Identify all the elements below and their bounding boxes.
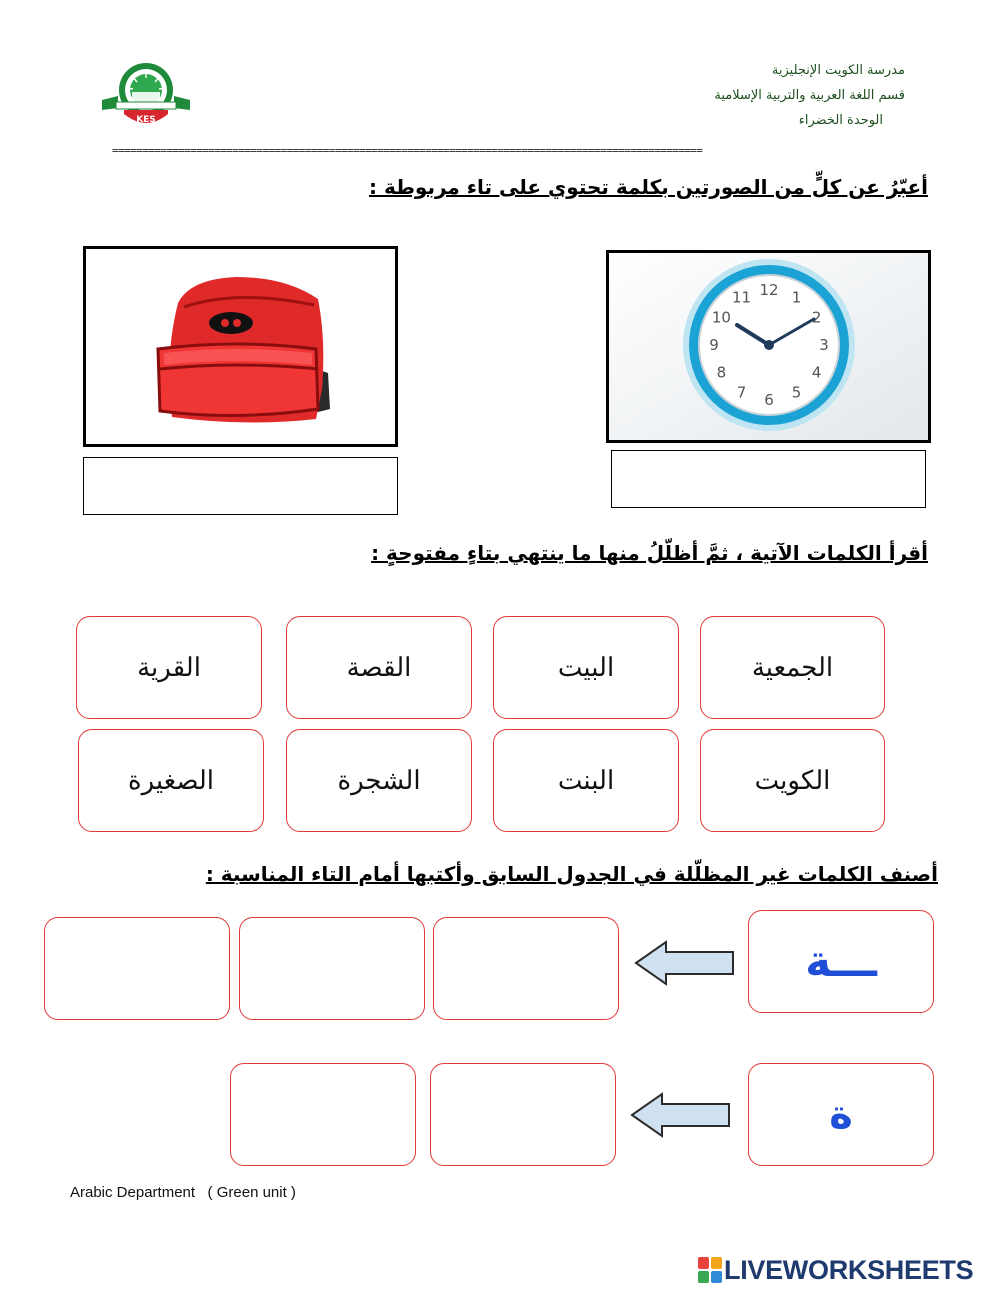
clock-number: 3 (819, 336, 829, 354)
clock-number: 2 (811, 308, 822, 327)
word-card[interactable]: الشجرة (286, 729, 472, 832)
clock-answer-box[interactable] (611, 450, 926, 508)
word-card[interactable]: البيت (493, 616, 679, 719)
arrow-left-icon (630, 1092, 732, 1138)
separator-line: ================================================================================================== (112, 144, 703, 157)
sort-answer-box[interactable] (44, 917, 230, 1020)
school-logo (96, 56, 196, 132)
clock-image (606, 250, 931, 443)
word-card[interactable]: الصغيرة (78, 729, 264, 832)
word-card[interactable]: القصة (286, 616, 472, 719)
ta-marbuta-isolated-card: ة (748, 1063, 934, 1166)
clock-number: 5 (791, 383, 802, 402)
clock-number: 10 (711, 308, 731, 327)
sort-answer-box[interactable] (433, 917, 619, 1020)
backpack-image (83, 246, 398, 447)
backpack-answer-box[interactable] (83, 457, 398, 515)
sort-answer-box[interactable] (430, 1063, 616, 1166)
clock-number: 4 (811, 363, 822, 382)
footer-text: Arabic Department ( Green unit ) (70, 1184, 296, 1201)
word-card[interactable]: البنت (493, 729, 679, 832)
clock-number: 12 (759, 281, 779, 299)
clock-number: 11 (731, 288, 752, 307)
brand-text: LIVEWORKSHEETS (724, 1254, 974, 1285)
backpack-icon (86, 249, 395, 444)
arrow-left-icon (634, 940, 736, 986)
ta-marbuta-joined-card: ـــة (748, 910, 934, 1013)
clock-icon (683, 259, 855, 431)
logo-text: KES (136, 115, 156, 125)
word-card[interactable]: الجمعية (700, 616, 885, 719)
department-name: قسم اللغة العربية والتربية الإسلامية (714, 88, 905, 103)
clock-number: 9 (709, 336, 719, 354)
section1-title: أعبّرُ عن كلٍّ من الصورتين بكلمة تحتوي على تاء مربوطة : (368, 175, 928, 199)
clock-number: 1 (791, 288, 802, 307)
school-name: مدرسة الكويت الإنجليزية (771, 63, 905, 78)
liveworksheets-logo-icon (698, 1257, 722, 1283)
sort-answer-box[interactable] (230, 1063, 416, 1166)
clock-number: 7 (736, 383, 747, 402)
clock-number: 6 (764, 391, 774, 409)
sort-answer-box[interactable] (239, 917, 425, 1020)
word-card[interactable]: القرية (76, 616, 262, 719)
word-card[interactable]: الكويت (700, 729, 885, 832)
unit-name: الوحدة الخضراء (798, 113, 883, 128)
liveworksheets-brand[interactable] (698, 1255, 973, 1285)
section3-title: أصنف الكلمات غير المظلّلة في الجدول السابق وأكتبها أمام التاء المناسبة : (205, 862, 938, 886)
clock-number: 8 (716, 363, 727, 382)
school-header (714, 58, 905, 133)
section2-title: أقرأ الكلمات الآتية ، ثمَّ أظلّلُ منها ما ينتهي بتاءٍ مفتوحةٍ : (371, 541, 928, 565)
